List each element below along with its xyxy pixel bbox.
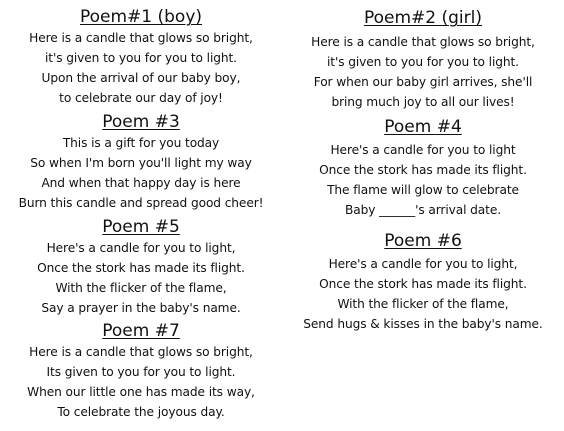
poem-4 [282,117,564,220]
poem-line: it's given to you for you to light. [45,51,237,65]
poem-line: With the flicker of the flame, [337,297,509,311]
poem-line: This is a gift for you today [62,136,220,150]
poem-line: Here is a candle that glows so bright, [29,345,253,359]
poem-line: Here is a candle that glows so bright, [29,31,253,45]
poem-title: Poem #4 [384,117,462,137]
poem-line: Here's a candle for you to light [330,143,516,157]
poem-line: And when that happy day is here [41,176,241,190]
poem-line: Its given to you for you to light. [46,365,236,379]
poem-1 [0,7,282,108]
poem-title: Poem #6 [384,231,462,251]
poem-line: Upon the arrival of our baby boy, [41,71,241,85]
poem-2 [282,8,564,112]
poem-line: Burn this candle and spread good cheer! [18,196,264,210]
poem-line: When our little one has made its way, [27,385,255,399]
poem-line: Here's a candle for you to light, [328,257,518,271]
poem-line: Here's a candle for you to light, [46,241,236,255]
poem-line: Once the stork has made its flight. [37,261,245,275]
poem-line: to celebrate our day of joy! [59,91,223,105]
poem-line: With the flicker of the flame, [55,281,227,295]
poem-title: Poem #7 [102,321,180,341]
poem-title: Poem#2 (girl) [363,8,483,28]
poem-3 [0,112,282,213]
poem-line: Once the stork has made its flight. [319,163,527,177]
poem-line: For when our baby girl arrives, she'll [313,75,533,89]
poem-line: Say a prayer in the baby's name. [41,301,241,315]
poem-6 [282,231,564,334]
poem-7 [0,321,282,422]
poem-line: The flame will glow to celebrate [327,183,519,197]
poem-line: Send hugs & kisses in the baby's name. [303,317,543,331]
poem-line: So when I'm born you'll light my way [30,156,252,170]
poem-title: Poem #3 [102,112,180,132]
poem-5 [0,217,282,318]
poem-line: To celebrate the joyous day. [57,405,225,419]
poem-line: bring much joy to all our lives! [331,95,515,109]
poem-line: Here is a candle that glows so bright, [311,35,535,49]
poem-title: Poem #5 [102,217,180,237]
poem-line: Once the stork has made its flight. [319,277,527,291]
poem-title: Poem#1 (boy) [79,7,203,27]
poem-line: Baby ______'s arrival date. [344,203,502,217]
poem-line: it's given to you for you to light. [327,55,519,69]
